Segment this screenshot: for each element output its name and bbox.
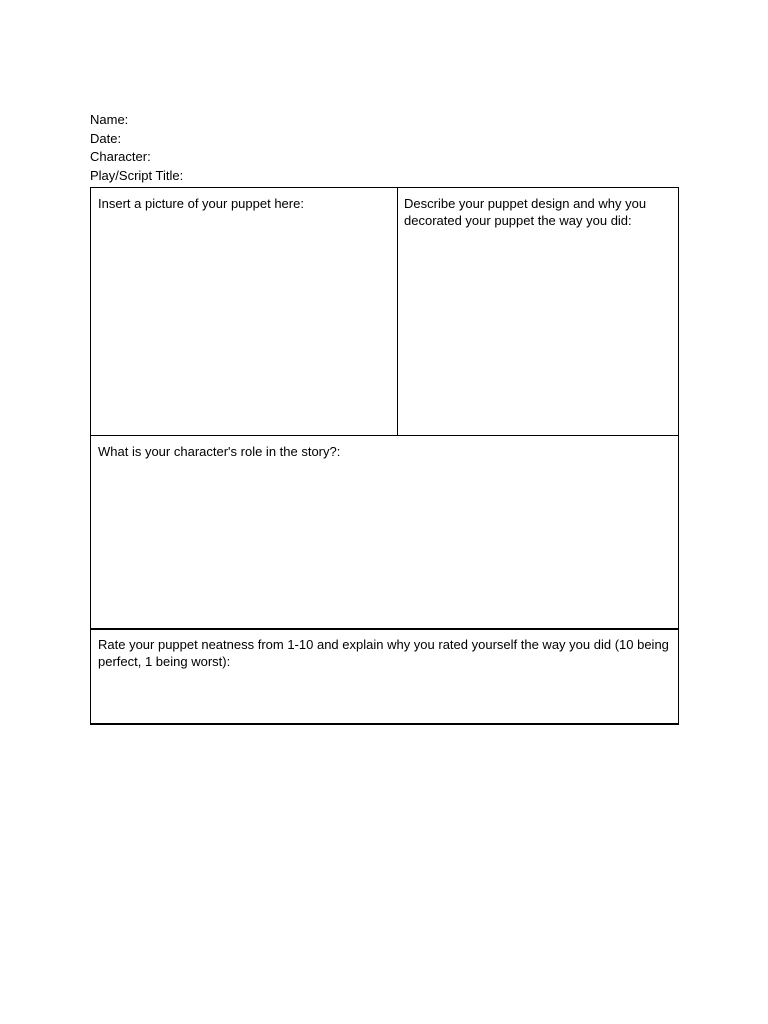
character-field-label: Character: [90, 149, 151, 165]
character-role-prompt: What is your character's role in the story?: [98, 444, 341, 459]
worksheet-table [90, 187, 679, 725]
puppet-design-prompt: Describe your puppet design and why you decorated your puppet the way you did: [404, 196, 647, 228]
table-bottom-border [90, 723, 679, 725]
character-role-cell [91, 435, 678, 628]
date-field-label: Date: [90, 130, 122, 146]
neatness-rating-prompt: Rate your puppet neatness from 1-10 and explain why you rated yourself the way you did (10 being perfect, 1 being worst): [98, 637, 669, 669]
neatness-rating-cell [91, 628, 678, 724]
header-fields [90, 111, 183, 185]
puppet-picture-prompt: Insert a picture of your puppet here: [98, 196, 304, 211]
play-title-field-label: Play/Script Title: [90, 167, 184, 183]
name-field-label: Name: [90, 112, 129, 127]
puppet-picture-cell [91, 188, 398, 435]
puppet-design-cell [398, 188, 678, 435]
